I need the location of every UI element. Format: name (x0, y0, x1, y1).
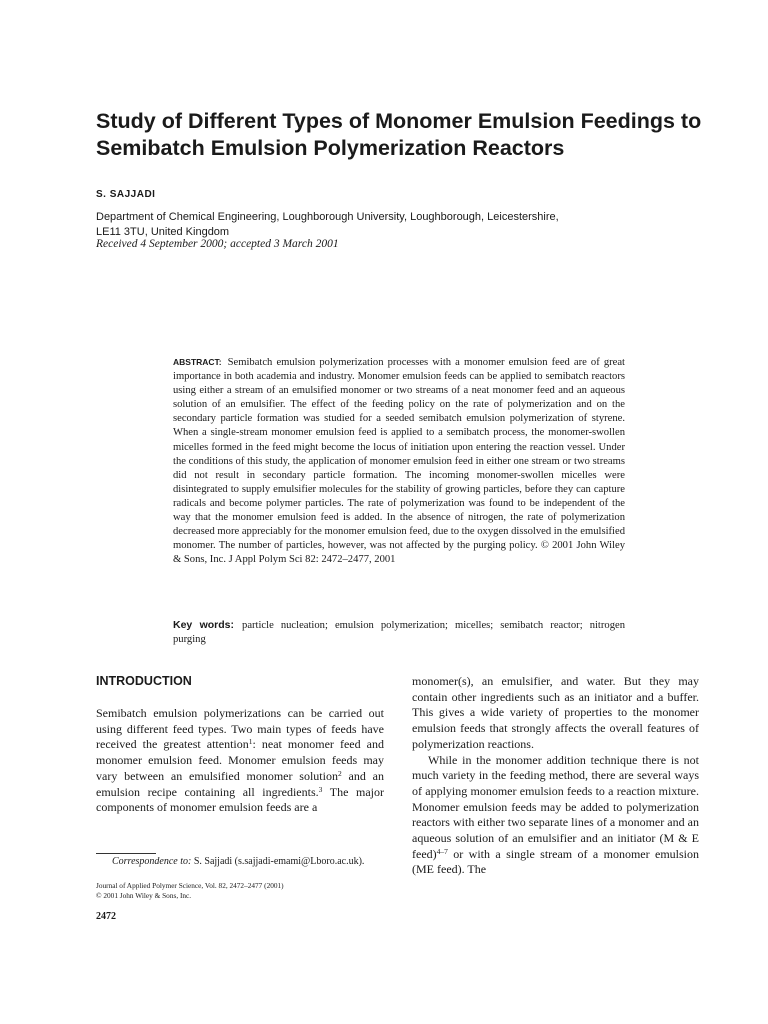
keywords-label: Key words: (173, 619, 235, 631)
keywords (173, 618, 625, 647)
received-dates: Received 4 September 2000; accepted 3 March 2001 (96, 238, 339, 250)
introduction-right-column (412, 674, 699, 878)
intro-right-paragraph-1: monomer(s), an emulsifier, and water. But they may contain other ingredients such as an initiator and a buffer. This gives a wide variety of properties to the monomer emulsion feeds that strongly affects the overall features of polymerization reactions. (412, 674, 699, 751)
introduction-heading: INTRODUCTION (96, 674, 192, 688)
abstract-label: ABSTRACT: (173, 357, 222, 367)
author-affiliation (96, 210, 656, 240)
abstract-text: Semibatch emulsion polymerization processes with a monomer emulsion feed are of great importance in both academia and industry. Monomer emulsion feeds can be applied to semibatch reactors using either a stream of an emulsified monomer or two streams of a neat monomer feed and an aqueous solution of an emulsifier. The effect of the feeding policy on the rate of polymerization and on the secondary particle formation was studied for a seeded semibatch emulsion polymerization of styrene. When a single-stream monomer emulsion feed is applied to a semibatch process, the monomer-swollen micelles formed in the feed might become the locus of initiation upon entering the reaction vessel. Under the conditions of this study, the application of monomer emulsion feed in either one stream or two streams did not result in secondary particle formation. The incoming monomer-swollen micelles were disintegrated to supply emulsifier molecules for the stability of growing particles, before they can capture radicals and become polymer particles. The rate of polymerization was found to be independent of the way that the monomer emulsion feed is added. In the absence of nitrogen, the rate of polymerization decreased more appreciably for the monomer emulsion feed, due to the oxygen dissolved in the emulsified monomer. The number of particles, however, was not affected by the purging policy. © 2001 John Wiley & Sons, Inc. J Appl Polym Sci 82: 2472–2477, 2001 (173, 357, 625, 566)
citation-ref-2: 2 (337, 768, 342, 778)
introduction-left-paragraph (96, 706, 384, 816)
journal-line-2: © 2001 John Wiley & Sons, Inc. (96, 890, 192, 900)
correspondence-label: Correspondence to: (112, 856, 192, 867)
correspondence-footnote (96, 855, 384, 868)
journal-citation (96, 881, 384, 900)
affiliation-line-2: LE11 3TU, United Kingdom (96, 226, 230, 238)
page-number: 2472 (96, 911, 116, 922)
intro-text-a: Semibatch emulsion polymerizations can be carried out using different feed types. Two main types of feeds have received the greatest attention (96, 706, 384, 752)
abstract (173, 355, 625, 567)
intro-right-text-b: or with a single stream of a monomer emulsion (ME feed). The (412, 846, 699, 877)
intro-right-text-a: While in the monomer addition technique there is not much variety in the feeding method, there are several ways of applying monomer emulsion feeds to a reaction mixture. Monomer emulsion feeds may be added to polymerization reactors with either two separate lines of a monomer and an aqueous solution of an emulsifier and an initiator (M & E feed) (412, 752, 699, 861)
journal-line-1: Journal of Applied Polymer Science, Vol. 82, 2472–2477 (2001) (96, 881, 284, 890)
citation-ref-4-7: 4–7 (436, 846, 448, 856)
keywords-text: particle nucleation; emulsion polymerization; micelles; semibatch reactor; nitrogen purging (173, 620, 625, 646)
correspondence-email: S. Sajjadi (s.sajjadi-emami@Lboro.ac.uk). (193, 856, 365, 867)
intro-right-paragraph-2 (412, 753, 699, 879)
author-name: S. SAJJADI (96, 189, 156, 200)
paper-title (96, 108, 716, 162)
intro-text-d: The major components of monomer emulsion feeds are a (96, 784, 384, 815)
intro-text-c: and an emulsion recipe containing all ingredients. (96, 768, 384, 799)
affiliation-line-1: Department of Chemical Engineering, Loughborough University, Loughborough, Leicestershire, (96, 211, 559, 223)
citation-ref-1: 1 (248, 737, 253, 747)
footnote-divider (96, 853, 156, 854)
intro-text-b: : neat monomer feed and monomer emulsion feed. Monomer emulsion feeds may vary between an emulsified monomer solution (96, 737, 384, 783)
title-line-2: Semibatch Emulsion Polymerization Reactors (96, 136, 565, 160)
title-line-1: Study of Different Types of Monomer Emulsion Feedings to (96, 109, 702, 133)
citation-ref-3: 3 (318, 784, 323, 794)
